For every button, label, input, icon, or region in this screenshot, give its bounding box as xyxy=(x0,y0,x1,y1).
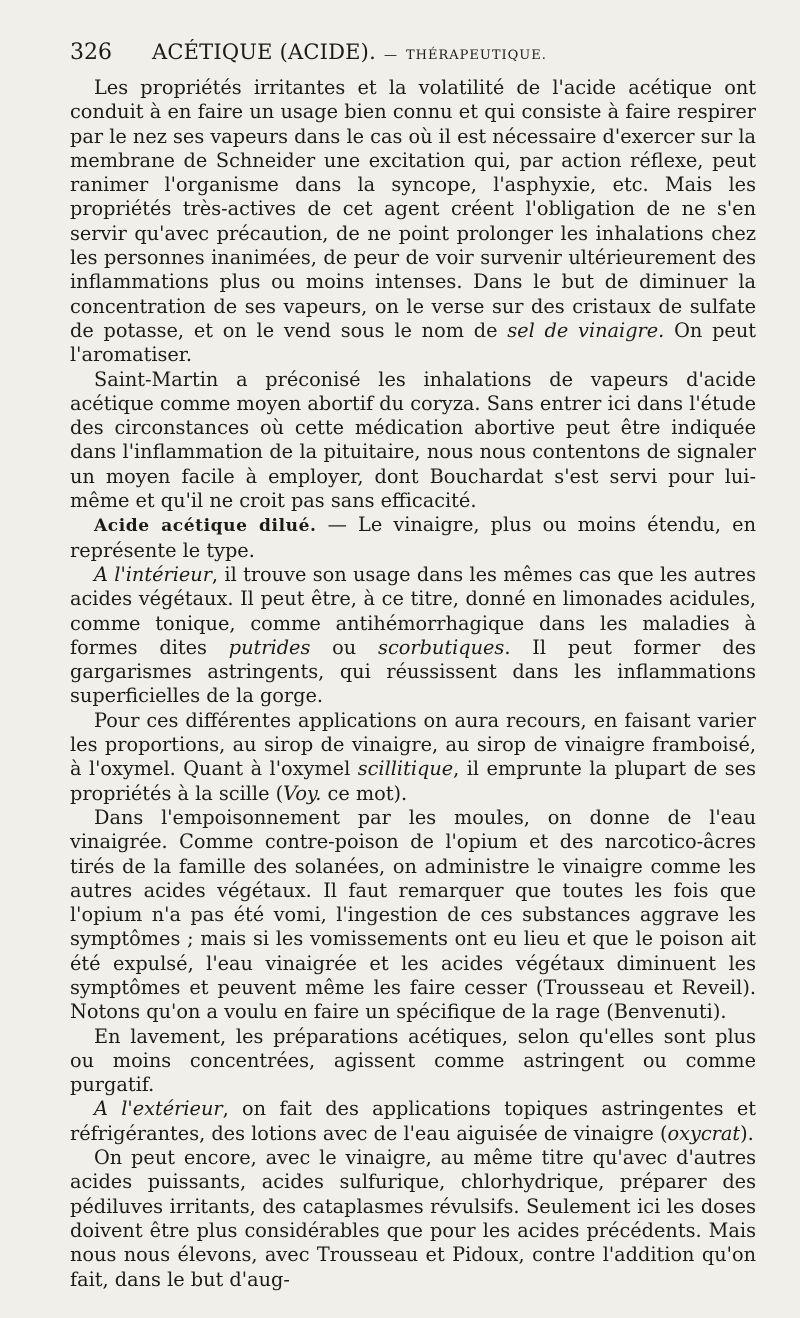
paragraph: Dans l'empoisonnement par les moules, on donne de l'eau vinaigrée. Comme contre-poison de l'opium et des narcotico-âcres tirés de la famille des solanées, on administre le vinaigre comme les autres acides végétaux. Il faut remarquer que toutes les fois que l'opium n'a pas été vomi, l'ingestion de ces substances aggrave les symptômes ; mais si les vomissements ont eu lieu et que le poison ait été expulsé, l'eau vinaigrée et les acides végétaux diminuent les symptômes et peuvent même les faire cesser (Trousseau et Reveil). Notons qu'on a voulu en faire un spécifique de la rage (Benvenuti). xyxy=(70,805,756,1024)
running-dash: — xyxy=(383,48,398,63)
paragraph: On peut encore, avec le vinaigre, au même titre qu'avec d'autres acides puissants, acides sulfurique, chlorhydrique, préparer des pédiluves irritants, des cataplasmes révulsifs. Seulement ici les doses doivent être plus considérables que pour les acides précédents. Mais nous nous élevons, avec Trousseau et Pidoux, contre l'addition qu'on fait, dans le but d'aug- xyxy=(70,1146,756,1291)
running-header xyxy=(70,40,756,76)
running-subtitle: THÉRAPEUTIQUE. xyxy=(405,48,547,63)
section-paragraph: Acide acétique dilué. — Le vinaigre, plus ou moins étendu, en représente le type. xyxy=(70,513,756,562)
running-title: ACÉTIQUE (ACIDE). xyxy=(152,40,376,64)
paragraph: Les propriétés irritantes et la volatilité de l'acide acétique ont conduit à en faire un usage bien connu et qui consiste à faire respirer par le nez ses vapeurs dans le cas où il est nécessaire d'exercer sur la membrane de Schneider une excitation qui, par action réflexe, peut ranimer l'organisme dans la syncope, l'asphyxie, etc. Mais les propriétés très-actives de cet agent créent l'obligation de ne s'en servir qu'avec précaution, de ne point prolonger les inhalations chez les personnes inanimées, de peur de voir survenir ultérieurement des inflammations plus ou moins intenses. Dans le but de diminuer la concentration de ses vapeurs, on le verse sur des cristaux de sulfate de potasse, et on le vend sous le nom de sel de vinaigre. On peut l'aromatiser. xyxy=(70,76,756,367)
body-text xyxy=(70,76,756,1292)
paragraph: A l'extérieur, on fait des applications topiques astringentes et réfrigérantes, des lotions avec de l'eau aiguisée de vinaigre (oxycrat). xyxy=(70,1097,756,1145)
paragraph: Pour ces différentes applications on aura recours, en faisant varier les proportions, au sirop de vinaigre, au sirop de vinaigre framboisé, à l'oxymel. Quant à l'oxymel scillitique, il emprunte la plupart de ses propriétés à la scille (Voy. ce mot). xyxy=(70,708,756,805)
paragraph: En lavement, les préparations acétiques, selon qu'elles sont plus ou moins concentrées, agissent comme astringent ou comme purgatif. xyxy=(70,1024,756,1097)
paragraph: Saint-Martin a préconisé les inhalations de vapeurs d'acide acétique comme moyen abortif du coryza. Sans entrer ici dans l'étude des circonstances où cette médication abortive peut être indiquée dans l'inflammation de la pituitaire, nous nous contentons de signaler un moyen facile à employer, dont Bouchardat s'est servi pour lui-même et qu'il ne croit pas sans efficacité. xyxy=(70,367,756,513)
section-heading: Acide acétique dilué. xyxy=(94,516,317,537)
page-number: 326 xyxy=(70,40,112,65)
paragraph: A l'intérieur, il trouve son usage dans les mêmes cas que les autres acides végétaux. Il peut être, à ce titre, donné en limonades acidules, comme tonique, comme antihémorrhagique dans les maladies à formes dites putrides ou scorbutiques. Il peut former des gargarismes astringents, qui réussissent dans les inflammations superficielles de la gorge. xyxy=(70,562,757,708)
